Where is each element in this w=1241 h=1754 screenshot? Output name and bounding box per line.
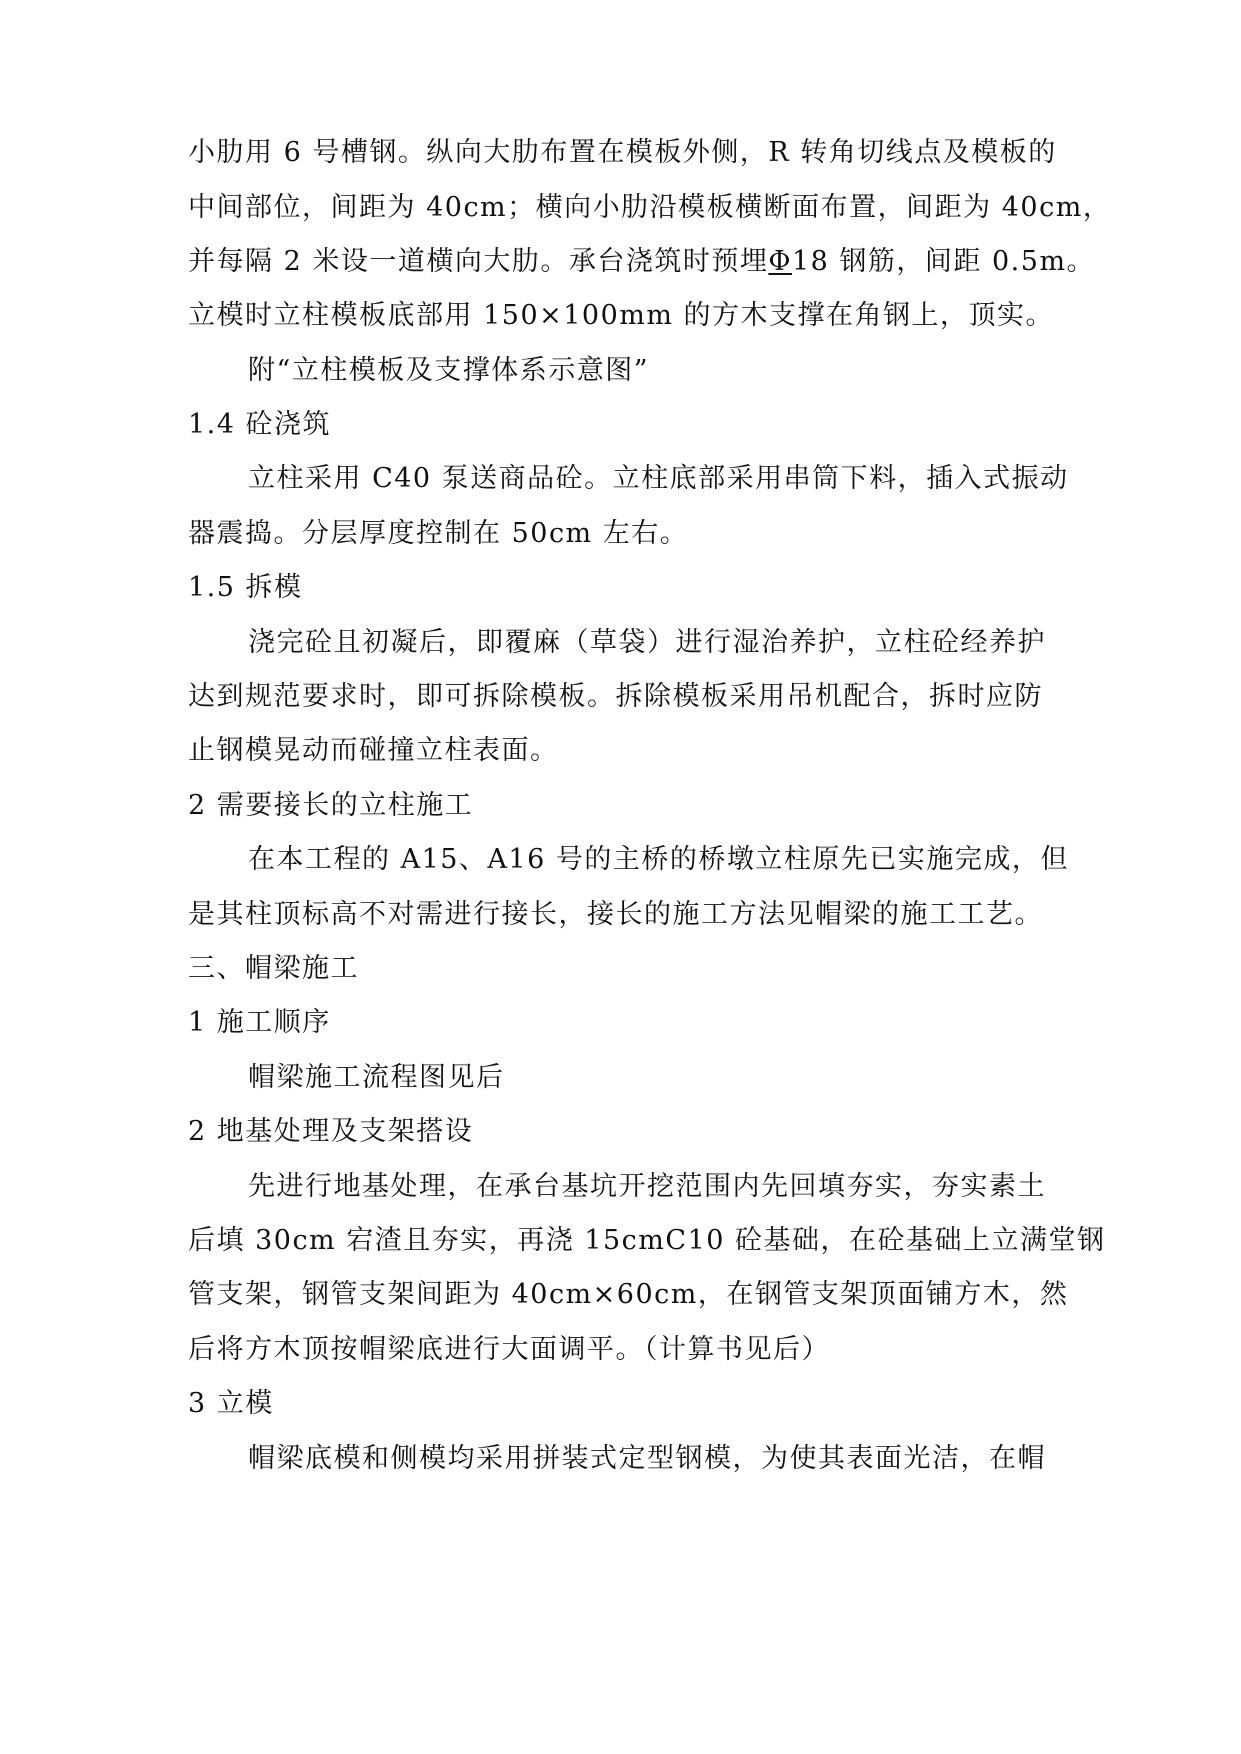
- text-line-11: 达到规范要求时，即可拆除模板。拆除模板采用吊机配合，拆时应防: [188, 681, 1043, 712]
- text-line-18: 帽梁施工流程图见后: [248, 1062, 505, 1093]
- text-line-1: 小肋用 6 号槽钢。纵向大肋布置在模板外侧，R 转角切线点及模板的: [188, 137, 1057, 168]
- section-heading-3-3: 3 立模: [188, 1388, 274, 1419]
- figure-reference: 附“立柱模板及支撑体系示意图”: [248, 355, 650, 386]
- text-line-7: 立柱采用 C40 泵送商品砼。立柱底部采用串筒下料，插入式振动: [248, 463, 1069, 494]
- text-line-12: 止钢模晃动而碰撞立柱表面。: [188, 735, 559, 766]
- text-line-25: 帽梁底模和侧模均采用拼装式定型钢模，为使其表面光洁，在帽: [248, 1443, 1046, 1474]
- text-line-15: 是其柱顶标高不对需进行接长，接长的施工方法见帽梁的施工工艺。: [188, 899, 1043, 930]
- text-line-20: 先进行地基处理，在承台基坑开挖范围内先回填夯实，夯实素土: [248, 1171, 1046, 1202]
- text-line-3-head: 并每隔 2 米设一道横向大肋。承台浇筑时预埋: [188, 246, 769, 277]
- section-heading-3-2: 2 地基处理及支架搭设: [188, 1116, 474, 1147]
- section-heading-1-5: 1.5 拆模: [188, 572, 303, 603]
- section-heading-2: 2 需要接长的立柱施工: [188, 790, 474, 821]
- section-heading-3-1: 1 施工顺序: [188, 1007, 331, 1038]
- rebar-symbol: Φ: [768, 246, 792, 277]
- text-line-14: 在本工程的 A15、A16 号的主桥的桥墩立柱原先已实施完成，但: [248, 844, 1069, 875]
- text-line-8: 器震捣。分层厚度控制在 50cm 左右。: [188, 518, 689, 549]
- text-line-3-tail: 18 钢筋，间距 0.5m。: [791, 246, 1096, 277]
- text-line-10: 浇完砼且初凝后，即覆麻（草袋）进行湿治养护，立柱砼经养护: [248, 627, 1046, 658]
- text-line-4: 立模时立柱模板底部用 150×100mm 的方木支撑在角钢上，顶实。: [188, 300, 1055, 331]
- text-line-2: 中间部位，间距为 40cm；横向小肋沿模板横断面布置，间距为 40cm，: [188, 192, 1112, 223]
- section-heading-3: 三、帽梁施工: [188, 953, 359, 984]
- section-heading-1-4: 1.4 砼浇筑: [188, 409, 332, 440]
- text-line-21: 后填 30cm 宕渣且夯实，再浇 15cmC10 砼基础，在砼基础上立满堂钢: [188, 1225, 1106, 1256]
- text-line-23: 后将方木顶按帽梁底进行大面调平。（计算书见后）: [188, 1334, 830, 1365]
- text-line-3: [188, 245, 1095, 279]
- text-line-22: 管支架，钢管支架间距为 40cm×60cm，在钢管支架顶面铺方木，然: [188, 1279, 1069, 1310]
